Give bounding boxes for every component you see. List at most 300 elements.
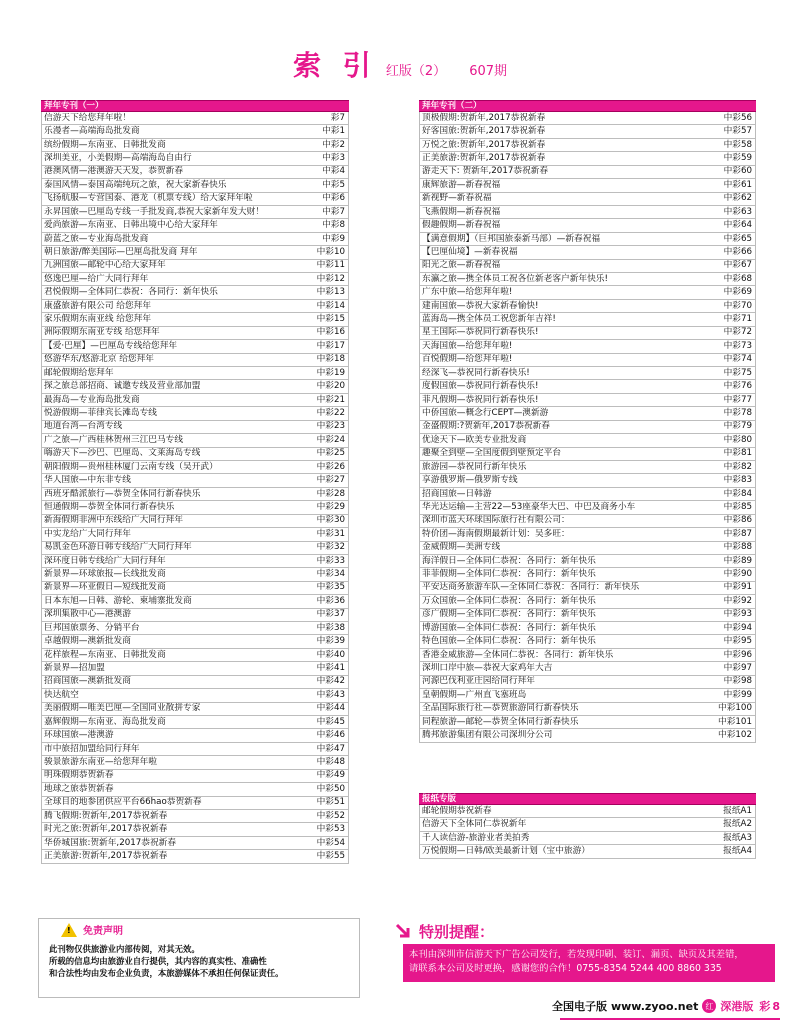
entry-page: 中彩32 bbox=[316, 542, 345, 553]
entry-title: 日本东旭—日韩、游轮、柬埔寨批发商 bbox=[44, 595, 192, 606]
entry-page: 中彩35 bbox=[316, 582, 345, 593]
entry-title: 新景界—环球旅报—长线批发商 bbox=[44, 569, 166, 580]
disclaimer-header bbox=[61, 922, 123, 937]
entry-page: 中彩16 bbox=[316, 327, 345, 338]
entry-page: 中彩10 bbox=[316, 246, 345, 257]
index-row bbox=[42, 286, 348, 299]
index-row bbox=[42, 756, 348, 769]
index-row bbox=[42, 823, 348, 836]
index-row bbox=[420, 273, 755, 286]
index-row bbox=[420, 832, 755, 845]
index-row bbox=[420, 394, 755, 407]
entry-title: 中侨国旅—概念行CEPT—澳新游 bbox=[422, 408, 549, 418]
entry-page: 中彩23 bbox=[316, 421, 345, 432]
entry-title: 万悦假期—日韩/欧美最新计划（宝中旅游） bbox=[422, 845, 590, 856]
entry-title: 信游天下全体同仁恭祝新年 bbox=[422, 819, 527, 830]
index-row bbox=[42, 354, 348, 367]
index-row bbox=[42, 193, 348, 206]
entry-page: 中彩1 bbox=[322, 126, 345, 137]
entry-title: 度假国旅—恭祝同行新春快乐! bbox=[422, 381, 539, 392]
index-row bbox=[42, 206, 348, 219]
disclaimer-line: 所载的信息均由旅游业自行提供，其内容的真实性、准确性 bbox=[49, 956, 267, 966]
entry-page: 中彩73 bbox=[723, 340, 752, 351]
index-row bbox=[420, 582, 755, 595]
entry-title: 地道台湾—台湾专线 bbox=[44, 421, 123, 432]
entry-page: 中彩62 bbox=[723, 193, 752, 204]
entry-title: 深圳集散中心—港澳游 bbox=[44, 609, 131, 620]
entry-title: 家乐假期东南亚线 给您拜年 bbox=[44, 314, 152, 325]
entry-page: 彩7 bbox=[330, 112, 345, 123]
entry-page: 中彩83 bbox=[723, 475, 752, 486]
entry-title: 乐漫者—高端海岛批发商 bbox=[44, 126, 140, 137]
entry-page: 中彩9 bbox=[322, 233, 345, 244]
entry-page: 中彩55 bbox=[316, 850, 345, 861]
footer-page-label: 彩 bbox=[759, 1000, 771, 1013]
index-row bbox=[420, 193, 755, 206]
notice-line: 本刊由深圳市信游天下广告公司发行，若发现印刷、装订、漏页、缺页及其差错， bbox=[409, 949, 744, 960]
entry-page: 中彩5 bbox=[322, 179, 345, 190]
index-row bbox=[42, 246, 348, 259]
entry-page: 中彩44 bbox=[316, 703, 345, 714]
index-row bbox=[42, 743, 348, 756]
entry-title: 河源巴伐利亚庄园给同行拜年 bbox=[422, 676, 535, 687]
left-index-list bbox=[41, 112, 349, 864]
entry-page: 中彩27 bbox=[316, 475, 345, 486]
entry-title: 中实龙给广大同行拜年 bbox=[44, 528, 131, 539]
index-row bbox=[420, 716, 755, 729]
entry-title: 港澳风情—港澳游天天发，恭贺新春 bbox=[44, 166, 183, 177]
entry-page: 中彩78 bbox=[723, 408, 752, 418]
entry-title: 金威假期—美洲专线 bbox=[422, 542, 501, 553]
section-header-paper: 报纸专版 bbox=[419, 793, 756, 805]
index-row bbox=[42, 434, 348, 447]
entry-page: 中彩46 bbox=[316, 730, 345, 741]
entry-title: 巨邦国旅票务、分销平台 bbox=[44, 622, 140, 633]
section-header-right: 拜年专刊（二） bbox=[419, 100, 756, 112]
right-index-list bbox=[419, 112, 756, 743]
entry-page: 中彩43 bbox=[316, 689, 345, 700]
entry-page: 中彩93 bbox=[723, 609, 752, 620]
entry-page: 中彩86 bbox=[723, 515, 752, 526]
entry-title: 假趣假期—新春祝福 bbox=[422, 220, 501, 231]
entry-title: 泰国风情—泰国高端纯玩之旅，祝大家新春快乐 bbox=[44, 179, 227, 190]
entry-title: 全球目的地参团供应平台66hao恭贺新春 bbox=[44, 797, 202, 808]
notice-text-box bbox=[403, 944, 775, 982]
entry-title: 正美旅游:贺新年,2017恭祝新春 bbox=[44, 850, 168, 861]
index-row bbox=[420, 407, 755, 420]
entry-page: 中彩14 bbox=[316, 300, 345, 311]
index-row bbox=[420, 662, 755, 675]
entry-title: 腾飞假期:贺新年,2017恭祝新春 bbox=[44, 810, 168, 821]
entry-page: 中彩49 bbox=[316, 770, 345, 781]
index-row bbox=[42, 407, 348, 420]
index-row bbox=[42, 703, 348, 716]
entry-title: 好客国旅:贺新年,2017恭祝新春 bbox=[422, 126, 546, 137]
index-row bbox=[420, 246, 755, 259]
entry-title: 信游天下给您拜年啦！ bbox=[44, 112, 131, 123]
entry-title: 深圳口岸中旅—恭祝大家鸡年大吉 bbox=[422, 663, 553, 674]
index-row bbox=[420, 354, 755, 367]
entry-page: 报纸A1 bbox=[723, 805, 752, 816]
entry-title: 悦游假期—菲律宾长滩岛专线 bbox=[44, 408, 157, 418]
entry-page: 中彩33 bbox=[316, 555, 345, 566]
index-row bbox=[42, 810, 348, 823]
entry-title: 爱尚旅游—东南亚、日韩出境中心给大家拜年 bbox=[44, 220, 218, 231]
entry-page: 中彩53 bbox=[316, 824, 345, 835]
entry-title: 【爱·巴厘】—巴厘岛专线给您拜年 bbox=[44, 340, 178, 351]
entry-title: 朝阳假期—贵州桂林厦门云南专线（吴开武） bbox=[44, 461, 218, 472]
index-row bbox=[420, 461, 755, 474]
entry-title: 广东中旅—给您拜年啦! bbox=[422, 287, 513, 298]
entry-title: 香港金威旅游—全体同仁恭祝：各同行：新年快乐 bbox=[422, 649, 614, 660]
index-row bbox=[42, 555, 348, 568]
entry-title: 时光之旅:贺新年,2017恭祝新春 bbox=[44, 824, 168, 835]
entry-page: 中彩7 bbox=[322, 206, 345, 217]
entry-page: 中彩19 bbox=[316, 367, 345, 378]
entry-page: 中彩8 bbox=[322, 220, 345, 231]
index-row bbox=[42, 797, 348, 810]
index-row bbox=[420, 609, 755, 622]
entry-page: 中彩47 bbox=[316, 743, 345, 754]
entry-page: 中彩56 bbox=[723, 112, 752, 123]
index-row bbox=[420, 219, 755, 232]
entry-page: 中彩92 bbox=[723, 595, 752, 606]
entry-page: 中彩79 bbox=[723, 421, 752, 432]
index-row bbox=[420, 676, 755, 689]
entry-title: 经深飞—恭祝同行新春快乐! bbox=[422, 367, 530, 378]
index-row bbox=[420, 206, 755, 219]
entry-title: 最海岛—专业海岛批发商 bbox=[44, 394, 140, 405]
footer-divider bbox=[560, 1018, 780, 1020]
entry-page: 中彩69 bbox=[723, 287, 752, 298]
entry-title: 招商国旅—澳新批发商 bbox=[44, 676, 131, 687]
index-row bbox=[42, 582, 348, 595]
entry-page: 中彩57 bbox=[723, 126, 752, 137]
entry-page: 中彩87 bbox=[723, 528, 752, 539]
entry-page: 中彩89 bbox=[723, 555, 752, 566]
entry-page: 中彩75 bbox=[723, 367, 752, 378]
entry-page: 中彩60 bbox=[723, 166, 752, 177]
entry-title: 九洲国旅—邮轮中心给大家拜年 bbox=[44, 260, 166, 271]
entry-title: 明珠假期恭贺新春 bbox=[44, 770, 114, 781]
edition-label: 红版（2） bbox=[385, 64, 447, 79]
entry-title: 环球国旅—港澳游 bbox=[44, 730, 114, 741]
entry-page: 中彩28 bbox=[316, 488, 345, 499]
entry-title: 美丽假期—唯美巴厘—全国同业散拼专家 bbox=[44, 703, 201, 714]
entry-title: 菲凡假期—恭祝同行新春快乐! bbox=[422, 394, 539, 405]
index-row bbox=[420, 300, 755, 313]
index-row bbox=[420, 367, 755, 380]
entry-page: 中彩6 bbox=[322, 193, 345, 204]
index-row bbox=[420, 635, 755, 648]
entry-title: 易凯金色环游日韩专线给广大同行拜年 bbox=[44, 542, 192, 553]
entry-title: 百悦假期—给您拜年啦! bbox=[422, 354, 513, 365]
entry-page: 中彩68 bbox=[723, 273, 752, 284]
index-row bbox=[42, 676, 348, 689]
entry-page: 中彩66 bbox=[723, 246, 752, 257]
entry-title: 康盛旅游有限公司 给您拜年 bbox=[44, 300, 152, 311]
disclaimer-line: 此刊物仅供旅游业内部传阅，对其无效。 bbox=[49, 944, 200, 954]
index-row bbox=[420, 649, 755, 662]
index-row bbox=[420, 568, 755, 581]
index-row bbox=[42, 219, 348, 232]
entry-title: 万众国旅—全体同仁恭祝：各同行：新年快乐 bbox=[422, 595, 596, 606]
index-row bbox=[42, 850, 348, 863]
entry-title: 嗨游天下—沙巴、巴厘岛、文莱海岛专线 bbox=[44, 448, 201, 459]
entry-title: 东瀛之旅—携全体员工祝各位新老客户新年快乐! bbox=[422, 273, 608, 284]
entry-page: 中彩96 bbox=[723, 649, 752, 660]
entry-title: 飞扬航服—专营国泰、港龙（机票专线）给大家拜年啦 bbox=[44, 193, 253, 204]
entry-page: 中彩20 bbox=[316, 381, 345, 392]
entry-page: 中彩97 bbox=[723, 663, 752, 674]
entry-page: 中彩59 bbox=[723, 152, 752, 163]
entry-title: 西班牙酷派旅行—恭贺全体同行新春快乐 bbox=[44, 488, 201, 499]
entry-title: 建南国旅—恭祝大家新春愉快! bbox=[422, 300, 539, 311]
entry-title: 新视野—新春祝福 bbox=[422, 193, 492, 204]
disclaimer-line: 和合法性均由发布企业负责，本旅游媒体不承担任何保证责任。 bbox=[49, 968, 284, 978]
index-row bbox=[420, 125, 755, 138]
entry-page: 中彩80 bbox=[723, 434, 752, 445]
index-row bbox=[42, 448, 348, 461]
entry-title: 特价团—海南假期最新计划：吴多旺： bbox=[422, 528, 570, 539]
index-row bbox=[420, 729, 755, 742]
entry-page: 中彩63 bbox=[723, 206, 752, 217]
entry-page: 中彩25 bbox=[316, 448, 345, 459]
page-title: 索 引 bbox=[292, 49, 377, 82]
footer-edition: 全国电子版 bbox=[551, 1000, 607, 1013]
entry-title: 华光达运输—主营22—53座豪华大巴、中巴及商务小车 bbox=[422, 501, 636, 512]
entry-page: 报纸A3 bbox=[723, 832, 752, 843]
entry-page: 中彩31 bbox=[316, 528, 345, 539]
notice-header bbox=[395, 922, 775, 940]
entry-page: 中彩39 bbox=[316, 636, 345, 647]
entry-title: 旅游园—恭祝同行新年快乐 bbox=[422, 461, 527, 472]
index-row bbox=[42, 501, 348, 514]
entry-title: 恒通假期—恭贺全体同行新春快乐 bbox=[44, 501, 175, 512]
index-row bbox=[42, 273, 348, 286]
entry-page: 中彩88 bbox=[723, 542, 752, 553]
index-row bbox=[42, 461, 348, 474]
paper-section bbox=[419, 793, 756, 859]
entry-title: 洲际假期东南亚专线 给您拜年 bbox=[44, 327, 160, 338]
entry-page: 中彩40 bbox=[316, 649, 345, 660]
entry-title: 趣聚全到壁—全国度假到壁预定平台 bbox=[422, 448, 561, 459]
entry-title: 飞燕假期—新春祝福 bbox=[422, 206, 501, 217]
index-row bbox=[420, 501, 755, 514]
entry-title: 新海假期非洲中东线给广大同行拜年 bbox=[44, 515, 183, 526]
entry-page: 报纸A2 bbox=[723, 819, 752, 830]
index-row bbox=[42, 488, 348, 501]
index-row bbox=[420, 474, 755, 487]
entry-title: 平安达商务旅游车队—全体同仁恭祝：各同行：新年快乐 bbox=[422, 582, 640, 593]
entry-page: 中彩30 bbox=[316, 515, 345, 526]
index-row bbox=[420, 515, 755, 528]
entry-title: 万悦之旅:贺新年,2017恭祝新春 bbox=[422, 139, 546, 150]
index-row bbox=[42, 622, 348, 635]
index-row bbox=[420, 703, 755, 716]
entry-title: 缤纷假期—东南亚、日韩批发商 bbox=[44, 139, 166, 150]
index-row bbox=[420, 380, 755, 393]
entry-page: 中彩12 bbox=[316, 273, 345, 284]
entry-page: 中彩34 bbox=[316, 569, 345, 580]
notice-title: 特别提醒： bbox=[419, 922, 495, 941]
entry-title: 悠逸巴厘—给广大同行拜年 bbox=[44, 273, 149, 284]
entry-title: 市中旅招加盟给同行拜年 bbox=[44, 743, 140, 754]
entry-title: 正美旅游:贺新年,2017恭祝新春 bbox=[422, 152, 546, 163]
index-row bbox=[42, 139, 348, 152]
entry-page: 中彩77 bbox=[723, 394, 752, 405]
entry-title: 嘉辉假期—东南亚、海岛批发商 bbox=[44, 716, 166, 727]
index-row bbox=[420, 528, 755, 541]
entry-title: 金盛假期:?贺新年,2017恭祝新春 bbox=[422, 421, 550, 432]
index-row bbox=[42, 568, 348, 581]
entry-title: 同程旅游—邮轮—恭贺全体同行新春快乐 bbox=[422, 716, 579, 727]
index-row bbox=[42, 394, 348, 407]
footer-site-link[interactable]: www.zyoo.net bbox=[610, 999, 699, 1013]
entry-title: 深圳市蓝天环球国际旅行社有限公司： bbox=[422, 515, 570, 526]
entry-title: 深圳美亚，小美假期—高端海岛自由行 bbox=[44, 152, 192, 163]
arrow-icon bbox=[395, 922, 413, 940]
entry-title: 深环度日韩专线给广大同行拜年 bbox=[44, 555, 166, 566]
entry-title: 朝日旅游/醉美国际—巴厘岛批发商 拜年 bbox=[44, 246, 198, 257]
page-footer bbox=[500, 996, 780, 1016]
index-row bbox=[42, 380, 348, 393]
entry-title: 海洋假日—全体同仁恭祝：各同行：新年快乐 bbox=[422, 555, 596, 566]
entry-title: 优途天下—欧美专业批发商 bbox=[422, 434, 527, 445]
index-row bbox=[42, 770, 348, 783]
entry-page: 中彩100 bbox=[718, 703, 752, 714]
entry-page: 中彩95 bbox=[723, 636, 752, 647]
index-row bbox=[42, 327, 348, 340]
index-row bbox=[42, 474, 348, 487]
entry-title: 新景界—环亚假日—短线批发商 bbox=[44, 582, 166, 593]
footer-version: 深港版 bbox=[720, 1000, 754, 1013]
entry-title: 彦广假期—全体同仁恭祝：各同行：新年快乐 bbox=[422, 609, 596, 620]
entry-title: 阳光之旅—新春祝福 bbox=[422, 260, 501, 271]
index-row bbox=[42, 662, 348, 675]
entry-page: 中彩29 bbox=[316, 501, 345, 512]
entry-title: 骏景旅游东南亚—给您拜年啦 bbox=[44, 756, 157, 767]
index-row bbox=[420, 818, 755, 831]
entry-page: 中彩81 bbox=[723, 448, 752, 459]
index-row bbox=[420, 595, 755, 608]
notice-line: 请联系本公司及时更换，感谢您的合作！0755-8354 5244 400 8860 335 bbox=[409, 963, 722, 974]
entry-page: 中彩11 bbox=[316, 260, 345, 271]
index-row bbox=[420, 542, 755, 555]
index-row bbox=[420, 327, 755, 340]
entry-title: 邮轮假期给您拜年 bbox=[44, 367, 114, 378]
entry-title: 卓越假期—澳新批发商 bbox=[44, 636, 131, 647]
left-index-column bbox=[41, 100, 349, 864]
index-row bbox=[420, 845, 755, 858]
entry-page: 中彩17 bbox=[316, 340, 345, 351]
entry-page: 中彩26 bbox=[316, 461, 345, 472]
entry-page: 中彩50 bbox=[316, 783, 345, 794]
entry-page: 中彩74 bbox=[723, 354, 752, 365]
disclaimer-box bbox=[38, 918, 360, 998]
index-row bbox=[42, 595, 348, 608]
entry-page: 中彩84 bbox=[723, 488, 752, 499]
entry-page: 中彩71 bbox=[723, 314, 752, 325]
entry-page: 中彩102 bbox=[718, 730, 752, 741]
entry-title: 康辉旅游—新春祝福 bbox=[422, 179, 501, 190]
index-row bbox=[420, 488, 755, 501]
index-row bbox=[420, 313, 755, 326]
index-row bbox=[42, 112, 348, 125]
index-row bbox=[42, 515, 348, 528]
index-row bbox=[420, 434, 755, 447]
entry-title: 蔚蓝之旅—专业海岛批发商 bbox=[44, 233, 149, 244]
entry-title: 君悦假期—全体同仁恭祝：各同行：新年快乐 bbox=[44, 287, 218, 298]
entry-page: 中彩91 bbox=[723, 582, 752, 593]
entry-title: 邮轮假期恭祝新春 bbox=[422, 805, 492, 816]
index-row bbox=[42, 233, 348, 246]
index-row bbox=[420, 805, 755, 818]
entry-title: 快达航空 bbox=[44, 689, 79, 700]
entry-page: 中彩64 bbox=[723, 220, 752, 231]
entry-page: 中彩21 bbox=[316, 394, 345, 405]
entry-page: 中彩3 bbox=[322, 152, 345, 163]
entry-title: 新景界—招加盟 bbox=[44, 663, 105, 674]
entry-page: 中彩4 bbox=[322, 166, 345, 177]
entry-page: 中彩90 bbox=[723, 569, 752, 580]
entry-title: 博游国旅—全体同仁恭祝：各同行：新年快乐 bbox=[422, 622, 596, 633]
entry-title: 千人读信游-旅游业者美拍秀 bbox=[422, 832, 530, 843]
footer-page-number: 8 bbox=[772, 999, 780, 1013]
index-row bbox=[420, 286, 755, 299]
entry-page: 中彩54 bbox=[316, 837, 345, 848]
entry-title: 星王国际—恭祝同行新春快乐! bbox=[422, 327, 539, 338]
index-row bbox=[42, 367, 348, 380]
index-row bbox=[420, 112, 755, 125]
issue-label: 607期 bbox=[469, 64, 508, 79]
disclaimer-text bbox=[49, 943, 354, 979]
index-row bbox=[42, 166, 348, 179]
entry-page: 中彩61 bbox=[723, 179, 752, 190]
entry-page: 中彩99 bbox=[723, 689, 752, 700]
entry-title: 悠游华东/悠游北京 给您拜年 bbox=[44, 354, 154, 365]
entry-page: 中彩42 bbox=[316, 676, 345, 687]
entry-title: 享游俄罗斯—俄罗斯专线 bbox=[422, 475, 518, 486]
index-row bbox=[42, 300, 348, 313]
entry-page: 中彩2 bbox=[322, 139, 345, 150]
entry-title: 华侨城国旅:贺新年,2017恭祝新春 bbox=[44, 837, 177, 848]
index-row bbox=[420, 179, 755, 192]
entry-page: 中彩15 bbox=[316, 314, 345, 325]
index-row bbox=[42, 313, 348, 326]
entry-page: 中彩24 bbox=[316, 434, 345, 445]
entry-page: 中彩13 bbox=[316, 287, 345, 298]
entry-page: 中彩67 bbox=[723, 260, 752, 271]
index-row bbox=[420, 152, 755, 165]
entry-page: 中彩65 bbox=[723, 233, 752, 244]
red-edition-badge: 红 bbox=[702, 999, 716, 1013]
entry-title: 华人国旅—中东非专线 bbox=[44, 475, 131, 486]
entry-title: 特色国旅—全体同仁恭祝：各同行：新年快乐 bbox=[422, 636, 596, 647]
index-row bbox=[42, 729, 348, 742]
warning-icon: ! bbox=[61, 923, 77, 937]
entry-page: 中彩36 bbox=[316, 595, 345, 606]
entry-title: 地球之旅恭贺新春 bbox=[44, 783, 114, 794]
index-row bbox=[420, 689, 755, 702]
entry-page: 中彩76 bbox=[723, 381, 752, 392]
index-row bbox=[420, 421, 755, 434]
entry-page: 报纸A4 bbox=[723, 845, 752, 856]
entry-title: 游走天下: 贺新年,2017恭祝新春 bbox=[422, 166, 549, 177]
entry-title: 皇朝假期—广州直飞塞班岛 bbox=[422, 689, 527, 700]
entry-title: 顶极假期:贺新年,2017恭祝新春 bbox=[422, 112, 546, 123]
entry-title: 腾邦旅游集团有限公司深圳分公司 bbox=[422, 730, 553, 741]
